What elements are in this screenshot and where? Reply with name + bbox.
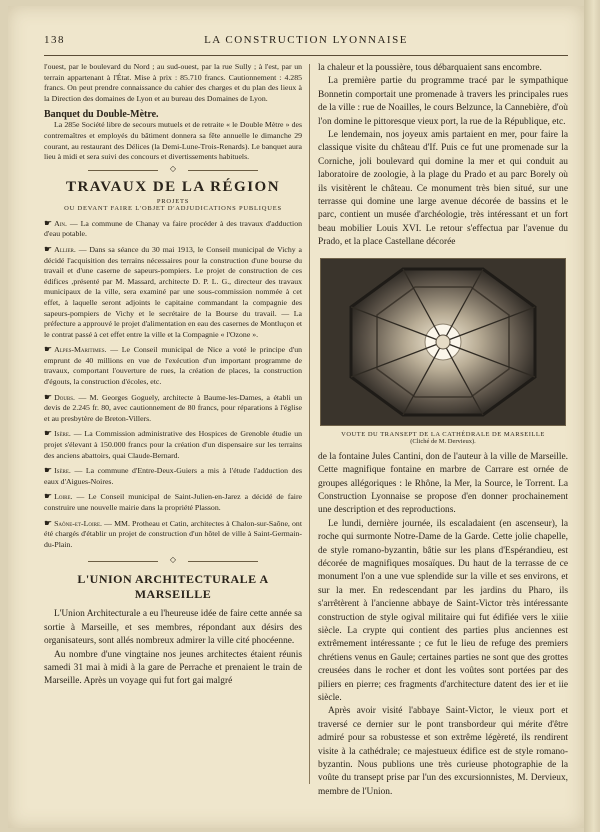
banquet-paragraph: La 285e Société libre de secours mutuels et de retraite « le Double Mètre » des contremaîtres et employés du bâtiment donnera sa fête annuelle le dimanche 29 courant, au restaurant des Délices (la Demi-Lune-Trois-Renards). Le banquet aura lieu à midi et sera suivi des concours et divertissements habituels. [44,120,302,162]
right-paragraph-4: de la fontaine Jules Cantini, don de l'auteur à la ville de Marseille. Cette magnifique fontaine en marbre de Carrare est ornée de groupes allégoriques : le Rhône, la Mer, la Source, le Torrent. La Construction Lyonnaise se propose d'en donner prochainement une description et des reproductions. [318,451,568,516]
intro-paragraph: l'ouest, par le boulevard du Nord ; au sud-ouest, par la rue Sully ; à l'est, par un terrain appartenant à l'État. Mise à prix : 85.710 francs. Cautionnement : 4.285 francs. On peut prendre connaissance du cahier des charges et du plan des lieux à la Direction des domaines de Lyon et au bureau des Domaines de Lyon. [44,62,302,103]
header-rule [44,55,568,56]
region-entry [44,392,302,425]
union-paragraph-1: L'Union Architecturale a eu l'heureuse idée de faire cette année sa sortie à Marseille, et ses membres, répondant aux désirs des organisateurs, sont allés nombreux admirer la ville cité phocéenne. [44,609,302,647]
entry-text: — Le Conseil municipal de Saint-Julien-en-Jarez a décidé de faire construire une nouvelle mairie dans la propriété Plasson. [44,492,303,512]
union-paragraph-2: Au nombre d'une vingtaine nos jeunes architectes étaient réunis samedi 31 mai à midi à la gare de Perrache et prenaient le train de Marseille. Après un voyage qui fut fort gai malgré [44,649,302,687]
entry-text: — La commune d'Entre-Deux-Guiers a mis à l'étude l'adduction des eaux d'Aigues-Noires. [44,466,303,486]
region-entry [44,518,302,551]
entry-text: — La Commission administrative des Hospices de Grenoble étudie un projet s'élevant à 150.000 francs pour la création d'un dispensaire sur les terrains des anciens abattoirs, quai Claude-Bernard. [44,429,302,460]
right-paragraph-3: Le lendemain, nos joyeux amis partaient en mer, pour faire la classique visite du château d'If. Puis ce fut une promenade sur la Corniche, joli boulevard qui domine la mer et qui conduit au laboratoire de zoologie, à la plage du Prado et au parc Borely où ils visitèrent le château. Ce monument très bien situé, sur une terrasse qui domine une large avenue décorée de bassins et le parc, contient un musée d'archéologie, très intéressant et un fort beau mobilier Louis XVI. Le retour s'effectua par l'avenue du Prado, et la place Castellane décorée [318,130,568,248]
page-number: 138 [44,34,65,46]
left-column [44,62,302,689]
entry-text: — MM. Protheau et Catin, architectes à Chalon-sur-Saône, ont été chargés d'établir un projet de construction d'un hôtel de ville à Saint-Germain-du-Plain. [44,518,302,549]
union-title: L'UNION ARCHITECTURALE A MARSEILLE [77,572,269,602]
pointing-hand-icon: ☛ [44,344,53,355]
right-paragraph-5: Le lundi, dernière journée, ils escaladaient (en ascenseur), la roche qui surmonte Notre-Dame de la Garde. Cette jolie chapelle, de style romano-byzantin, bâtie sur les plans d'Espérandieu, est décorée de magnifiques mosaïques. Du haut de la terrasse de ce monument l'on a une vue splendide sur la ville et ses environs, et sur la mer. En redescendant par les jardins du Pharo, ils s'arrêtèrent à l'ancienne abbaye de Saint-Victor très intéressante construction de style ogival militaire qui fut édifiée vers le xiiie siècle. La crypte qui contient des parties plus anciennes est extrêmement intéressante ; ce fut le lieu de refuge des premiers chrétiens venus en Gaule; certaines parties ne sont que des grottes creusées dans le rocher et dont les voûtes sont portées par des piliers en pierre; ces fragments d'architecture datent des ier et iie siècle. [318,518,568,703]
pointing-hand-icon: ☛ [44,391,53,402]
entry-region: Loire. [54,492,73,502]
cathedral-vault-photo [320,258,566,426]
pointing-hand-icon: ☛ [44,517,53,528]
region-entry [44,465,302,487]
separator [44,556,302,566]
column-rule [309,64,310,784]
region-entry [44,344,302,387]
pointing-hand-icon: ☛ [44,217,53,228]
photo-credit: (Cliché de M. Dervieux). [410,437,476,445]
right-paragraph-2: La première partie du programme tracé par le sympathique Bonnetin comportait une promenade à travers les principales rues de la ville : rue de Noailles, le cours Belzunce, la Cannebière, d'où l'on domine le pittoresque vieux port, la rue de la République, etc. [318,76,568,127]
region-entry [44,428,302,461]
pointing-hand-icon: ☛ [44,491,53,502]
page-edge [584,0,600,832]
entry-region: Ain. [54,218,67,228]
entry-text: — M. Georges Goguely, architecte à Baume-les-Dames, a établi un devis de 2.245 fr. 80, avec cautionnement de 80 francs, pour réparations à l'église et au presbytère de Breton-Villers. [44,392,302,423]
entry-text: — La commune de Chanay va faire procéder à des travaux d'adduction d'eau potable. [44,218,303,239]
entry-region: Alpes-Maritimes. [54,345,107,355]
pointing-hand-icon: ☛ [44,465,53,476]
entry-region: Isère. [54,429,71,439]
entry-region: Doubs. [54,392,75,402]
photo-caption: VOUTE DU TRANSEPT DE LA CATHÉDRALE DE MARSEILLE [341,430,545,438]
travaux-subtitle-1: PROJETS [156,197,190,205]
banquet-heading: Banquet du Double-Mètre. [44,109,159,121]
separator-ornament: ◇ [169,555,177,565]
region-entry [44,244,302,340]
region-entry [44,218,302,240]
pointing-hand-icon: ☛ [44,428,53,439]
region-entry [44,491,302,513]
travaux-subtitle-2: OU DEVANT FAIRE L'OBJET D'ADJUDICATIONS PUBLIQUES [64,204,282,212]
pointing-hand-icon: ☛ [44,243,53,254]
entry-region: Isère. [54,466,71,476]
right-column [318,62,568,799]
travaux-title: TRAVAUX DE LA RÉGION [65,178,281,195]
running-header [44,34,568,50]
region-entries [44,218,302,551]
entry-text: — Dans sa séance du 30 mai 1913, le Conseil municipal de Vichy a décidé l'acquisition des terrains nécessaires pour la construction d'une bourse du travail et d'une caserne de sapeurs-pompiers. Le projet de construction de ces édifices ,présenté par M. Massard, architecte D. P. L. G., directeur des travaux municipaux de la ville, sera examiné par une sous-commission nommée à cet effet, à laquelle seront adjoints le capitaine commandant la compagnie des sapeurs-pompiers de Vichy et le secrétaire de la Bourse du travail. — La préfecture a approuvé le projet d'alimentation en eau des casernes de Montluçon et le contrat passé à cet effet entre la ville et la Compagnie « l'Ozone ». [44,244,303,339]
entry-region: Saône-et-Loire. [54,518,102,528]
running-title: LA CONSTRUCTION LYONNAISE [204,34,408,46]
entry-region: Allier. [54,244,76,254]
vault-illustration [321,259,565,425]
entry-text: — Le Conseil municipal de Nice a voté le principe d'un emprunt de 40 millions en vue de l'exécution d'un important programme de travaux, comportant l'ouverture de rues, la création de places, la construction d'égouts, la construction d'écoles, etc. [44,345,302,387]
right-paragraph-1: la chaleur et la poussière, tous débarquaient sans encombre. [318,63,542,73]
separator [44,165,302,175]
right-paragraph-6: Après avoir visité l'abbaye Saint-Victor, le vieux port et traversé ce dernier sur le pont transbordeur qui mérite d'être admiré pour sa robustesse et son extrême légèreté, ils rendirent visite à la cathédrale; ce majestueux édifice est de style romano-byzantin. Nous publions une très curieuse photographie de la voûte du transept prise par l'un des excursionnistes, M. Dervieux, membre de l'Union. [318,706,568,797]
separator-ornament: ◇ [169,163,177,173]
